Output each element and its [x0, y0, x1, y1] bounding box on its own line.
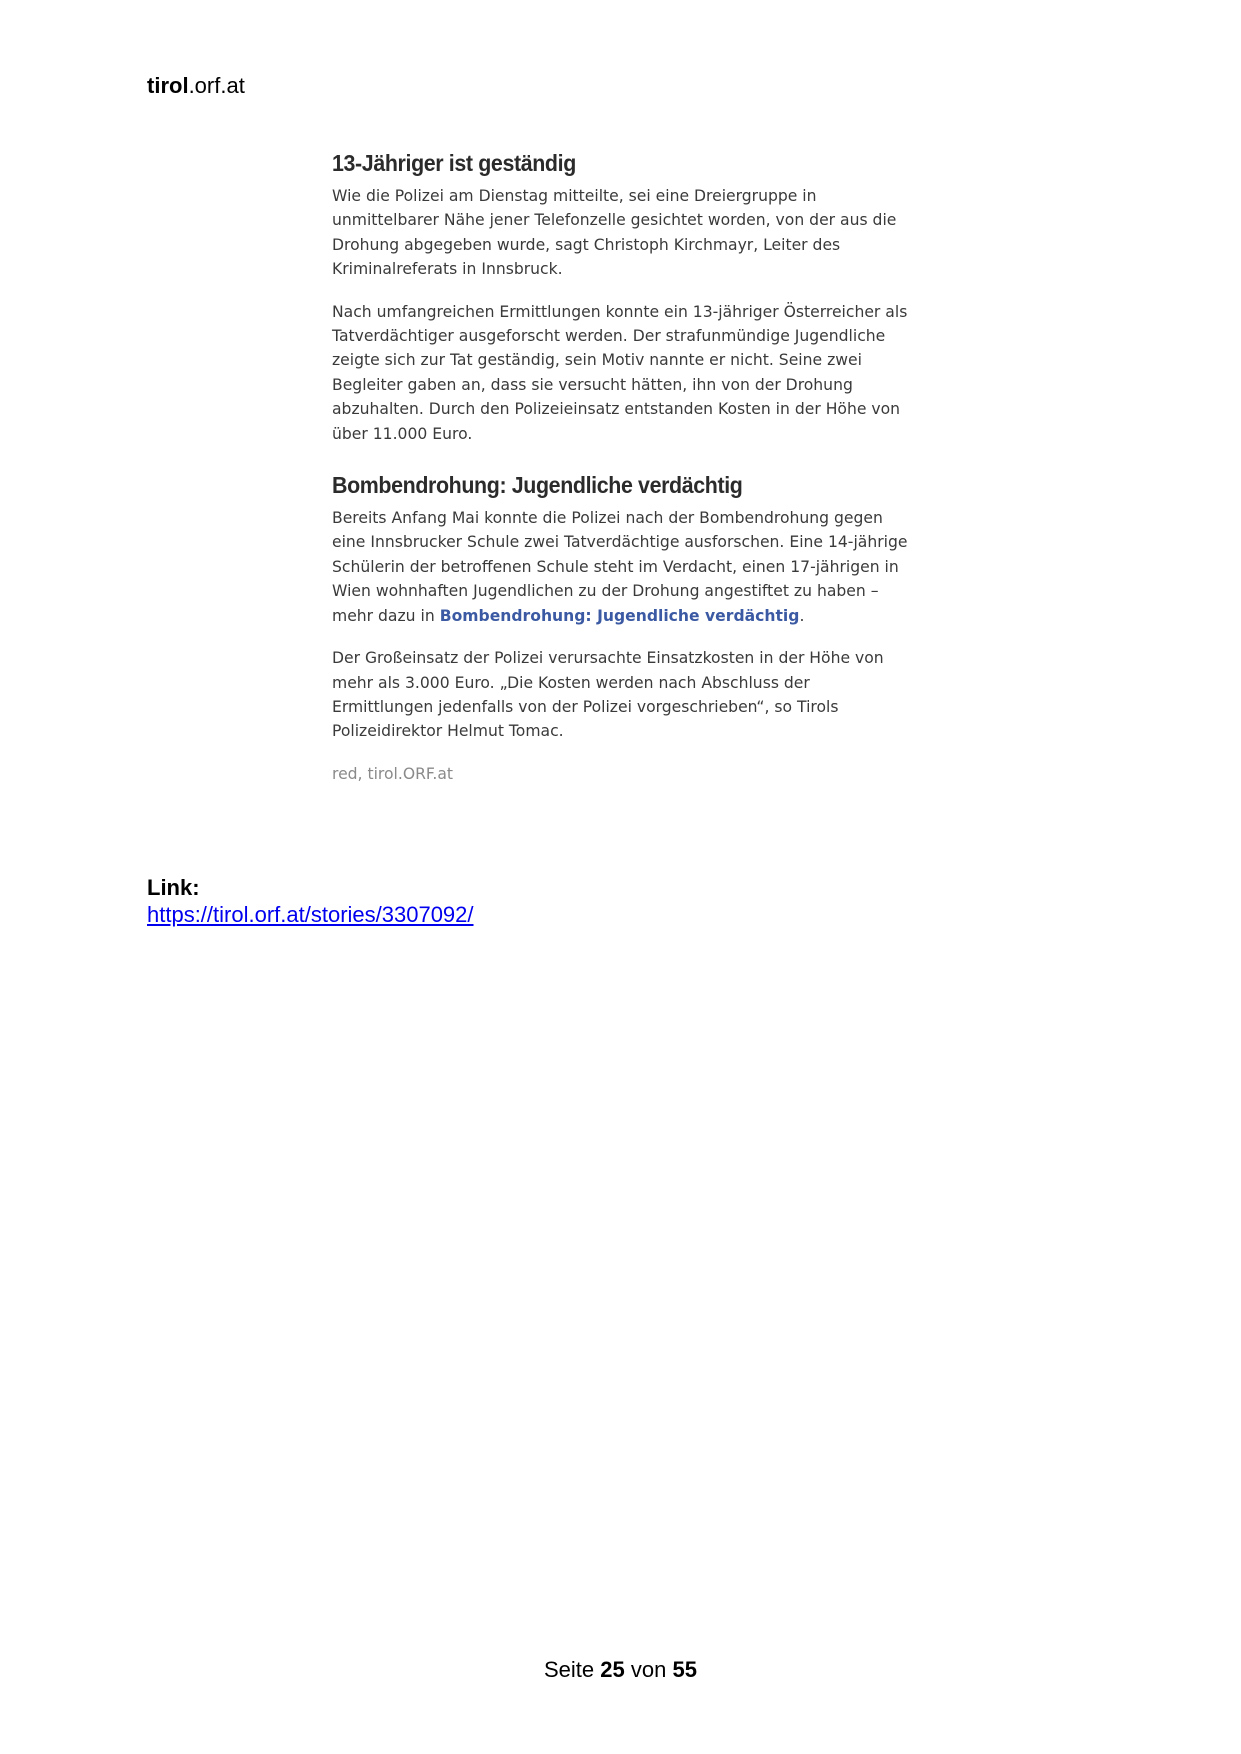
brand-name-domain: .orf.at	[188, 73, 245, 98]
page-header	[147, 73, 245, 99]
footer-separator: von	[630, 1657, 667, 1682]
article-credit: red, tirol.ORF.at	[332, 764, 454, 783]
source-url-link[interactable]: https://tirol.orf.at/stories/3307092/	[147, 902, 474, 927]
brand-name-bold: tirol	[147, 73, 189, 98]
link-label: Link:	[147, 875, 200, 900]
section-heading-1: 13-Jähriger ist geständig	[332, 150, 576, 176]
paragraph-2: Nach umfangreichen Ermittlungen konnte ein 13-jähriger Österreicher als Tatverdächtiger ausgeforscht werden. Der strafunmündige Jugendliche zeigte sich zur Tat geständig, sein Motiv nannte er nicht. Seine zwei Begleiter gaben an, dass sie versucht hätten, ihn von der Drohung abzuhalten. Durch den Polizeieinsatz entstanden Kosten in der Höhe von über 11.000 Euro.	[332, 302, 908, 443]
current-page-number: 25	[600, 1657, 625, 1682]
paragraph-1: Wie die Polizei am Dienstag mitteilte, sei eine Dreiergruppe in unmittelbarer Nähe jener Telefonzelle gesichtet worden, von der aus die Drohung abgegeben wurde, sagt Christoph Kirchmayr, Leiter des Kriminalreferats in Innsbruck.	[332, 187, 897, 279]
paragraph-3	[332, 506, 912, 628]
total-page-count: 55	[672, 1657, 697, 1682]
footer-prefix: Seite	[544, 1657, 595, 1682]
article-screenshot	[332, 150, 912, 786]
paragraph-4: Der Großeinsatz der Polizei verursachte Einsatzkosten in der Höhe von mehr als 3.000 Euro. „Die Kosten werden nach Abschluss der Ermittlungen jedenfalls von der Polizei vorgeschrieben“, so Tirols Polizeidirektor Helmut Tomac.	[332, 649, 884, 741]
related-article-link[interactable]: Bombendrohung: Jugendliche verdächtig	[439, 606, 800, 625]
section-heading-2: Bombendrohung: Jugendliche verdächtig	[332, 472, 743, 499]
paragraph-3-text: Bereits Anfang Mai konnte die Polizei nach der Bombendrohung gegen eine Innsbrucker Schule zwei Tatverdächtige ausforschen. Eine 14-jährige Schülerin der betroffenen Schule steht im Verdacht, einen 17-jährigen in Wien wohnhaften Jugendlichen zu der Drohung angestiftet zu haben – mehr dazu in	[332, 509, 908, 625]
paragraph-3-end: .	[799, 606, 805, 625]
page-footer	[0, 1657, 1241, 1683]
source-link-block	[147, 874, 474, 928]
section-2	[332, 472, 912, 744]
